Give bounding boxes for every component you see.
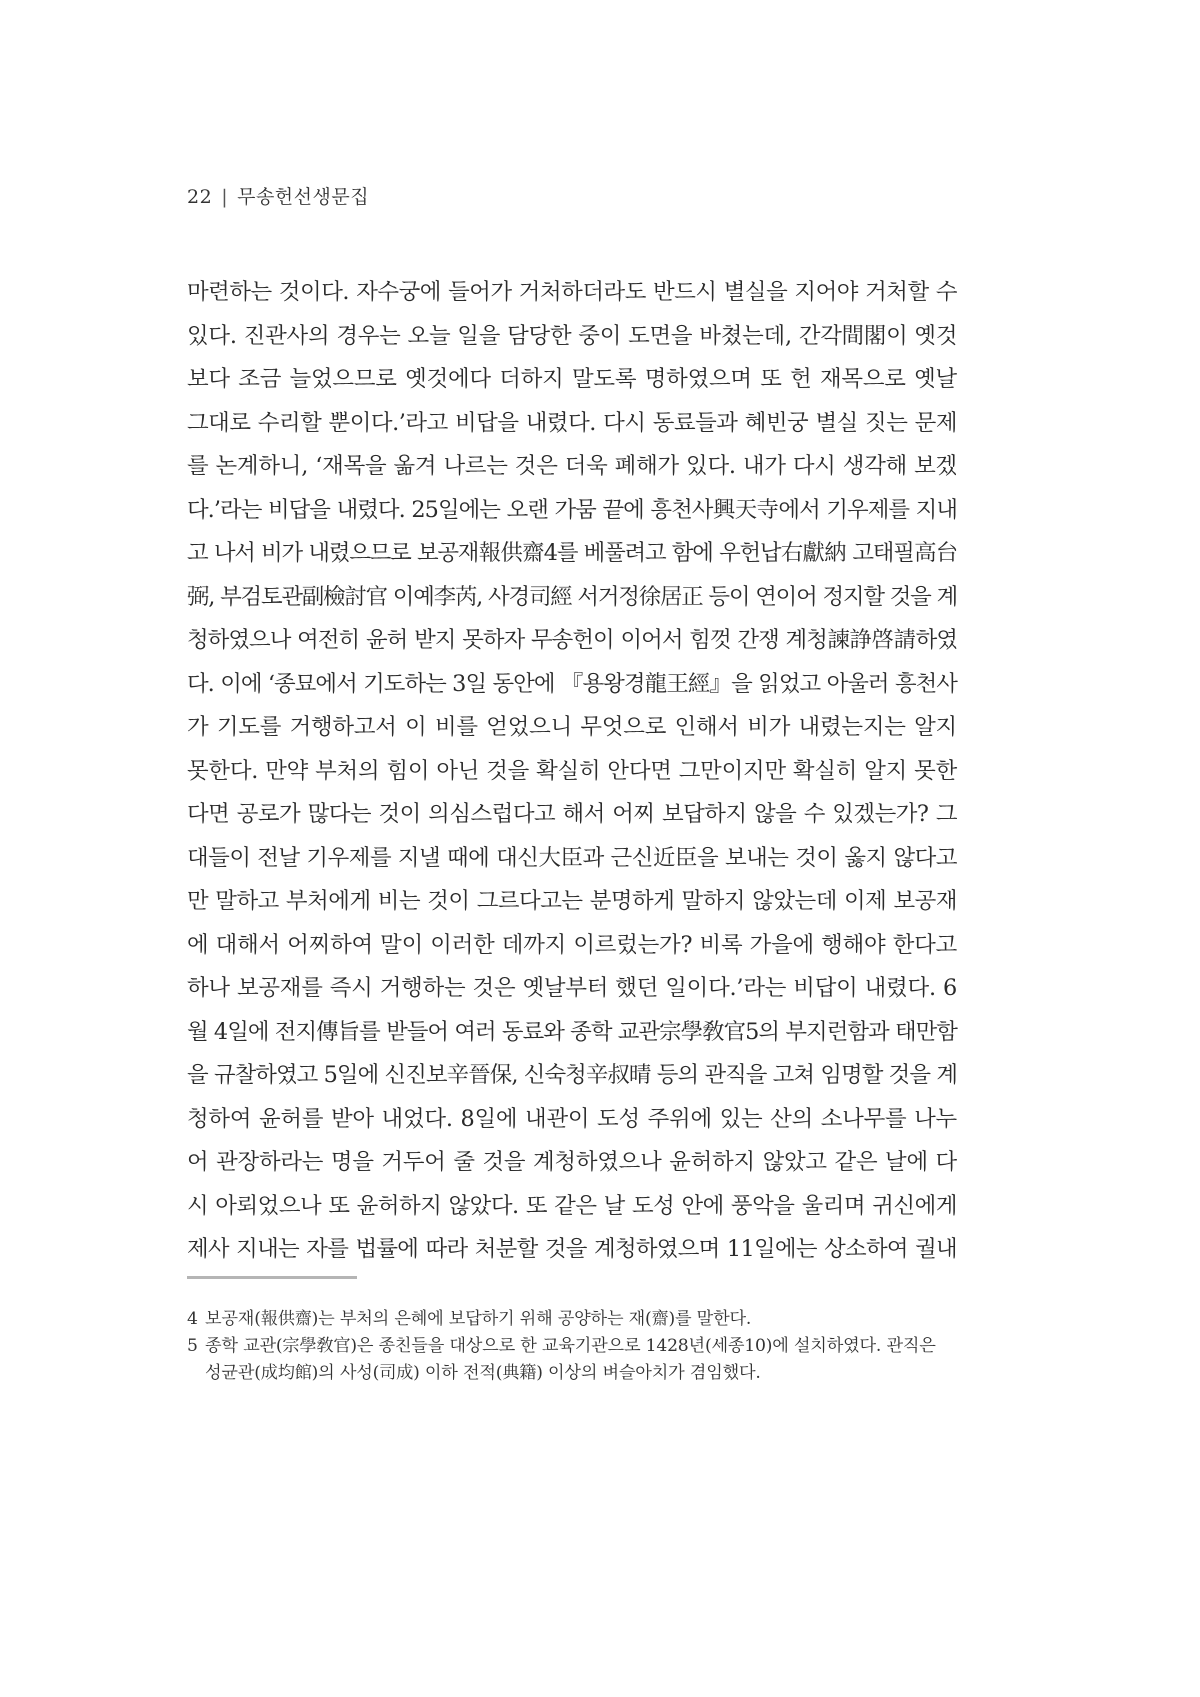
- footnote-text: 종학 교관(宗學敎官)은 종친들을 대상으로 한 교육기관으로 1428년(세종10)에 설치하였다. 관직은: [205, 1336, 936, 1356]
- body-line: 그대로 수리할 뿐이다.’라고 비답을 내렸다. 다시 동료들과 혜빈궁 별실 짓는 문제: [187, 409, 957, 436]
- body-line: 못한다. 만약 부처의 힘이 아닌 것을 확실히 안다면 그만이지만 확실히 알지 못한: [187, 757, 957, 784]
- body-line: 보다 조금 늘었으므로 옛것에다 더하지 말도록 명하였으며 또 헌 재목으로 옛날: [187, 366, 957, 392]
- body-line: 을 규찰하였고 5일에 신진보辛晉保, 신숙청辛叔晴 등의 관직을 고쳐 임명할 것을 계: [187, 1062, 957, 1088]
- body-line: 마련하는 것이다. 자수궁에 들어가 거처하더라도 반드시 별실을 지어야 거처할 수: [187, 279, 957, 305]
- body-line: 청하였으나 여전히 윤허 받지 못하자 무송헌이 이어서 힘껏 간쟁 계청諫諍啓請하였: [187, 627, 957, 653]
- body-line: 다면 공로가 많다는 것이 의심스럽다고 해서 어찌 보답하지 않을 수 있겠는가? 그: [187, 801, 957, 827]
- footnote-rule: [187, 1276, 357, 1279]
- body-line: 弼, 부검토관副檢討官 이예李芮, 사경司經 서거정徐居正 등이 연이어 정지할 것을 계: [187, 583, 957, 610]
- body-line: 월 4일에 전지傳旨를 받들어 여러 동료와 종학 교관宗學敎官5의 부지런함과 태만함: [187, 1018, 957, 1045]
- body-line: 다. 이에 ‘종묘에서 기도하는 3일 동안에 『용왕경龍王經』을 읽었고 아울러 흥천사: [187, 670, 957, 697]
- body-text: [187, 271, 957, 1272]
- footnote-line: [187, 1306, 957, 1333]
- body-line: 어 관장하라는 명을 거두어 줄 것을 계청하였으나 윤허하지 않았고 같은 날에 다: [187, 1149, 957, 1175]
- body-line: 하나 보공재를 즉시 거행하는 것은 옛날부터 했던 일이다.’라는 비답이 내렸다. 6: [187, 975, 957, 1001]
- footnote-4: [187, 1306, 957, 1333]
- body-line: 만 말하고 부처에게 비는 것이 그르다고는 분명하게 말하지 않았는데 이제 보공재: [187, 888, 957, 914]
- footnote-line: 성균관(成均館)의 사성(司成) 이하 전적(典籍) 이상의 벼슬아치가 겸임했다.: [205, 1363, 761, 1383]
- running-head: [187, 183, 369, 211]
- footnotes: [187, 1306, 957, 1387]
- header-separator: |: [221, 186, 229, 208]
- body-line: 시 아뢰었으나 또 윤허하지 않았다. 또 같은 날 도성 안에 풍악을 울리며 귀신에게: [187, 1192, 957, 1219]
- page-number: 22: [187, 186, 213, 208]
- footnote-text: 보공재(報供齋)는 부처의 은혜에 보답하기 위해 공양하는 재(齋)를 말한다.: [205, 1309, 752, 1329]
- body-line: 를 논계하니, ‘재목을 옮겨 나르는 것은 더욱 폐해가 있다. 내가 다시 생각해 보겠: [187, 453, 957, 479]
- body-line: 있다. 진관사의 경우는 오늘 일을 담당한 중이 도면을 바쳤는데, 간각間閣이 옛것: [187, 322, 958, 349]
- body-line: 제사 지내는 자를 법률에 따라 처분할 것을 계청하였으며 11일에는 상소하여 궐내: [187, 1236, 957, 1262]
- body-line: 가 기도를 거행하고서 이 비를 얻었으니 무엇으로 인해서 비가 내렸는지는 알지: [187, 714, 957, 740]
- body-line: 고 나서 비가 내렸으므로 보공재報供齋4를 베풀려고 함에 우헌납右獻納 고태필高台: [187, 540, 957, 566]
- body-line: 다.’라는 비답을 내렸다. 25일에는 오랜 가뭄 끝에 흥천사興天寺에서 기우제를 지내: [187, 496, 957, 523]
- footnote-5: [187, 1333, 957, 1387]
- body-line: 대들이 전날 기우제를 지낼 때에 대신大臣과 근신近臣을 보내는 것이 옳지 않다고: [187, 844, 957, 871]
- body-line: 에 대해서 어찌하여 말이 이러한 데까지 이르렀는가? 비록 가을에 행해야 한다고: [187, 931, 957, 958]
- footnote-line: [187, 1333, 957, 1360]
- book-title: 무송헌선생문집: [237, 186, 370, 208]
- body-line: 청하여 윤허를 받아 내었다. 8일에 내관이 도성 주위에 있는 산의 소나무를 나누: [187, 1105, 957, 1132]
- footnote-number: 4: [187, 1309, 198, 1329]
- footnote-number: 5: [187, 1336, 198, 1356]
